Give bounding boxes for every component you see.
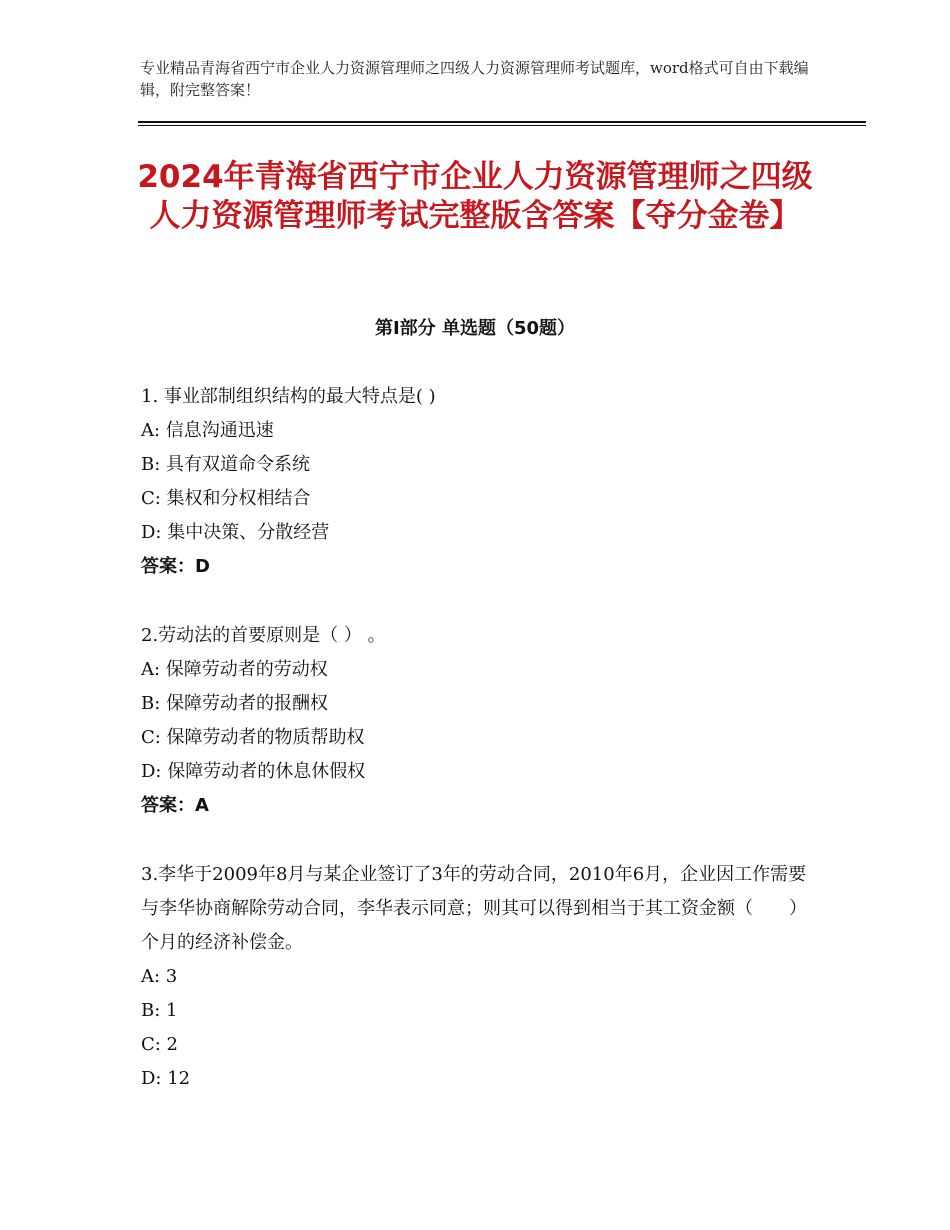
document-title: 2024年青海省西宁市企业人力资源管理师之四级人力资源管理师考试完整版含答案【夺分金卷】 [137,159,813,234]
option-c: C: 集权和分权相结合 [141,488,311,509]
option-a: A: 信息沟通迅速 [141,420,274,441]
header-note: 专业精品青海省西宁市企业人力资源管理师之四级人力资源管理师考试题库，word格式可自由下载编辑，附完整答案！ [140,59,809,99]
answer: 答案：D [141,556,210,577]
header-rule-thin [138,125,866,126]
question-stem: 3.李华于2009年8月与某企业签订了3年的劳动合同，2010年6月，企业因工作需要与李华协商解除劳动合同，李华表示同意；则其可以得到相当于其工资金额（ ）个月的经济补偿金。 [141,864,807,953]
option-c: C: 2 [141,1034,179,1055]
question-stem: 2.劳动法的首要原则是（ ） 。 [141,625,386,646]
question-3 [141,858,821,1096]
option-b: B: 1 [141,1000,178,1021]
option-a: A: 保障劳动者的劳动权 [141,659,328,680]
option-a: A: 3 [141,966,178,987]
option-c: C: 保障劳动者的物质帮助权 [141,727,365,748]
question-stem: 1. 事业部制组织结构的最大特点是( ) [141,386,436,407]
option-d: D: 集中决策、分散经营 [141,522,330,543]
option-b: B: 具有双道命令系统 [141,454,311,475]
header-rule-thick [138,121,866,123]
question-1 [141,380,821,584]
answer: 答案：A [141,795,209,816]
section-heading: 第Ⅰ部分 单选题（50题） [374,318,575,339]
option-b: B: 保障劳动者的报酬权 [141,693,329,714]
question-2 [141,619,821,823]
option-d: D: 保障劳动者的休息休假权 [141,761,366,782]
option-d: D: 12 [141,1068,191,1089]
